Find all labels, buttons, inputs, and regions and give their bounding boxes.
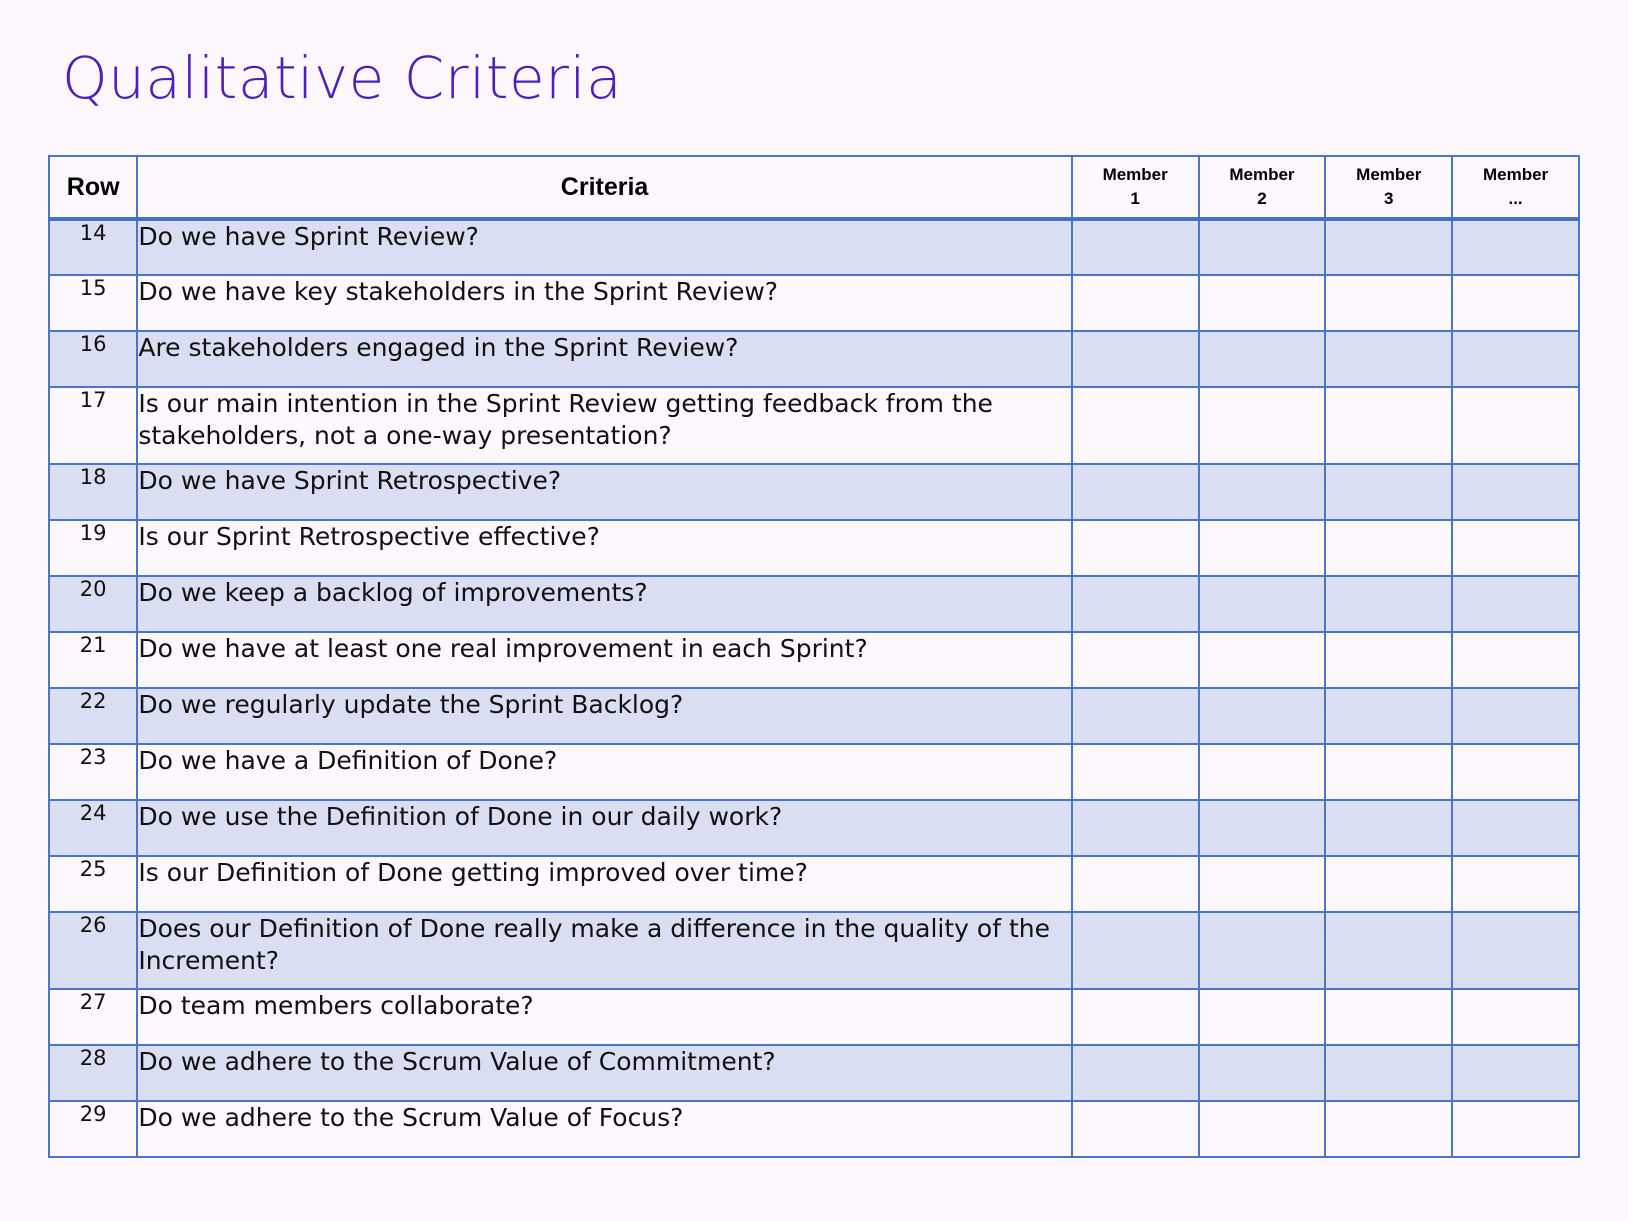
header-criteria: Criteria (137, 156, 1071, 219)
member-2-cell[interactable] (1199, 387, 1326, 464)
header-member-1 (1072, 156, 1199, 219)
member-1-cell[interactable] (1072, 1045, 1199, 1101)
criteria-text: Do we have Sprint Retrospective? (137, 464, 1071, 520)
member-3-cell[interactable] (1325, 520, 1452, 576)
member-more-cell[interactable] (1452, 331, 1579, 387)
member-more-cell[interactable] (1452, 219, 1579, 275)
member-2-cell[interactable] (1199, 464, 1326, 520)
member-1-cell[interactable] (1072, 856, 1199, 912)
header-member-number: 3 (1384, 189, 1394, 208)
member-2-cell[interactable] (1199, 744, 1326, 800)
table-row (49, 331, 1579, 387)
row-number: 15 (49, 275, 137, 331)
member-3-cell[interactable] (1325, 800, 1452, 856)
table-row (49, 1045, 1579, 1101)
member-more-cell[interactable] (1452, 576, 1579, 632)
header-member-number: 1 (1130, 189, 1140, 208)
member-1-cell[interactable] (1072, 688, 1199, 744)
header-member-3 (1325, 156, 1452, 219)
member-1-cell[interactable] (1072, 912, 1199, 989)
member-more-cell[interactable] (1452, 464, 1579, 520)
member-3-cell[interactable] (1325, 464, 1452, 520)
member-2-cell[interactable] (1199, 219, 1326, 275)
member-1-cell[interactable] (1072, 331, 1199, 387)
member-more-cell[interactable] (1452, 632, 1579, 688)
member-3-cell[interactable] (1325, 688, 1452, 744)
row-number: 28 (49, 1045, 137, 1101)
table-row (49, 576, 1579, 632)
table-row (49, 219, 1579, 275)
member-3-cell[interactable] (1325, 576, 1452, 632)
criteria-text: Is our Definition of Done getting improved over time? (137, 856, 1071, 912)
criteria-text: Do we have a Definition of Done? (137, 744, 1071, 800)
table-row (49, 275, 1579, 331)
table-row (49, 856, 1579, 912)
member-1-cell[interactable] (1072, 219, 1199, 275)
row-number: 24 (49, 800, 137, 856)
row-number: 18 (49, 464, 137, 520)
member-2-cell[interactable] (1199, 1101, 1326, 1157)
row-number: 14 (49, 219, 137, 275)
row-number: 20 (49, 576, 137, 632)
member-1-cell[interactable] (1072, 387, 1199, 464)
table-row (49, 520, 1579, 576)
table-row (49, 989, 1579, 1045)
row-number: 27 (49, 989, 137, 1045)
member-2-cell[interactable] (1199, 576, 1326, 632)
member-2-cell[interactable] (1199, 989, 1326, 1045)
member-3-cell[interactable] (1325, 912, 1452, 989)
header-member-label: Member (1482, 165, 1549, 184)
member-more-cell[interactable] (1452, 912, 1579, 989)
member-1-cell[interactable] (1072, 744, 1199, 800)
table-row (49, 800, 1579, 856)
row-number: 16 (49, 331, 137, 387)
row-number: 25 (49, 856, 137, 912)
member-2-cell[interactable] (1199, 800, 1326, 856)
header-member-label: Member (1356, 165, 1422, 184)
row-number: 23 (49, 744, 137, 800)
member-1-cell[interactable] (1072, 800, 1199, 856)
criteria-text: Do we keep a backlog of improvements? (137, 576, 1071, 632)
member-more-cell[interactable] (1452, 688, 1579, 744)
table-row (49, 688, 1579, 744)
member-1-cell[interactable] (1072, 464, 1199, 520)
member-2-cell[interactable] (1199, 275, 1326, 331)
header-member-number: ... (1508, 189, 1523, 208)
member-3-cell[interactable] (1325, 1101, 1452, 1157)
header-member-number: 2 (1257, 189, 1267, 208)
member-more-cell[interactable] (1452, 856, 1579, 912)
row-number: 17 (49, 387, 137, 464)
criteria-text: Is our Sprint Retrospective effective? (137, 520, 1071, 576)
row-number: 19 (49, 520, 137, 576)
criteria-text: Does our Definition of Done really make a difference in the quality of the Increment? (137, 912, 1071, 989)
member-more-cell[interactable] (1452, 989, 1579, 1045)
page-title: Qualitative Criteria (62, 44, 623, 112)
member-2-cell[interactable] (1199, 632, 1326, 688)
member-3-cell[interactable] (1325, 275, 1452, 331)
criteria-text: Are stakeholders engaged in the Sprint Review? (137, 331, 1071, 387)
member-2-cell[interactable] (1199, 331, 1326, 387)
member-more-cell[interactable] (1452, 520, 1579, 576)
member-3-cell[interactable] (1325, 632, 1452, 688)
table-header-row (49, 156, 1579, 219)
member-3-cell[interactable] (1325, 1045, 1452, 1101)
member-3-cell[interactable] (1325, 856, 1452, 912)
member-2-cell[interactable] (1199, 688, 1326, 744)
member-2-cell[interactable] (1199, 856, 1326, 912)
row-number: 22 (49, 688, 137, 744)
criteria-text: Do we adhere to the Scrum Value of Focus? (137, 1101, 1071, 1157)
member-more-cell[interactable] (1452, 387, 1579, 464)
member-2-cell[interactable] (1199, 1045, 1326, 1101)
member-2-cell[interactable] (1199, 520, 1326, 576)
criteria-text: Is our main intention in the Sprint Review getting feedback from the stakeholders, not a one-way presentation? (137, 387, 1071, 464)
criteria-text: Do we adhere to the Scrum Value of Commitment? (137, 1045, 1071, 1101)
header-member-label: Member (1102, 165, 1168, 184)
criteria-text: Do we use the Definition of Done in our daily work? (137, 800, 1071, 856)
row-number: 26 (49, 912, 137, 989)
criteria-text: Do we have key stakeholders in the Sprint Review? (137, 275, 1071, 331)
member-2-cell[interactable] (1199, 912, 1326, 989)
criteria-text: Do we have at least one real improvement in each Sprint? (137, 632, 1071, 688)
table-row (49, 632, 1579, 688)
member-more-cell[interactable] (1452, 800, 1579, 856)
criteria-table (48, 155, 1580, 1158)
member-more-cell[interactable] (1452, 1101, 1579, 1157)
member-3-cell[interactable] (1325, 219, 1452, 275)
member-3-cell[interactable] (1325, 331, 1452, 387)
member-3-cell[interactable] (1325, 744, 1452, 800)
criteria-text: Do we regularly update the Sprint Backlog? (137, 688, 1071, 744)
member-1-cell[interactable] (1072, 520, 1199, 576)
member-1-cell[interactable] (1072, 275, 1199, 331)
table-row (49, 1101, 1579, 1157)
table-row (49, 387, 1579, 464)
member-3-cell[interactable] (1325, 387, 1452, 464)
header-member-more (1452, 156, 1579, 219)
header-row: Row (49, 156, 137, 219)
member-more-cell[interactable] (1452, 1045, 1579, 1101)
member-1-cell[interactable] (1072, 632, 1199, 688)
table-row (49, 744, 1579, 800)
member-1-cell[interactable] (1072, 989, 1199, 1045)
table-row (49, 912, 1579, 989)
row-number: 21 (49, 632, 137, 688)
member-1-cell[interactable] (1072, 1101, 1199, 1157)
member-1-cell[interactable] (1072, 576, 1199, 632)
member-3-cell[interactable] (1325, 989, 1452, 1045)
header-member-label: Member (1229, 165, 1295, 184)
criteria-text: Do we have Sprint Review? (137, 219, 1071, 275)
member-more-cell[interactable] (1452, 275, 1579, 331)
header-member-2 (1199, 156, 1326, 219)
member-more-cell[interactable] (1452, 744, 1579, 800)
criteria-text: Do team members collaborate? (137, 989, 1071, 1045)
table-row (49, 464, 1579, 520)
row-number: 29 (49, 1101, 137, 1157)
